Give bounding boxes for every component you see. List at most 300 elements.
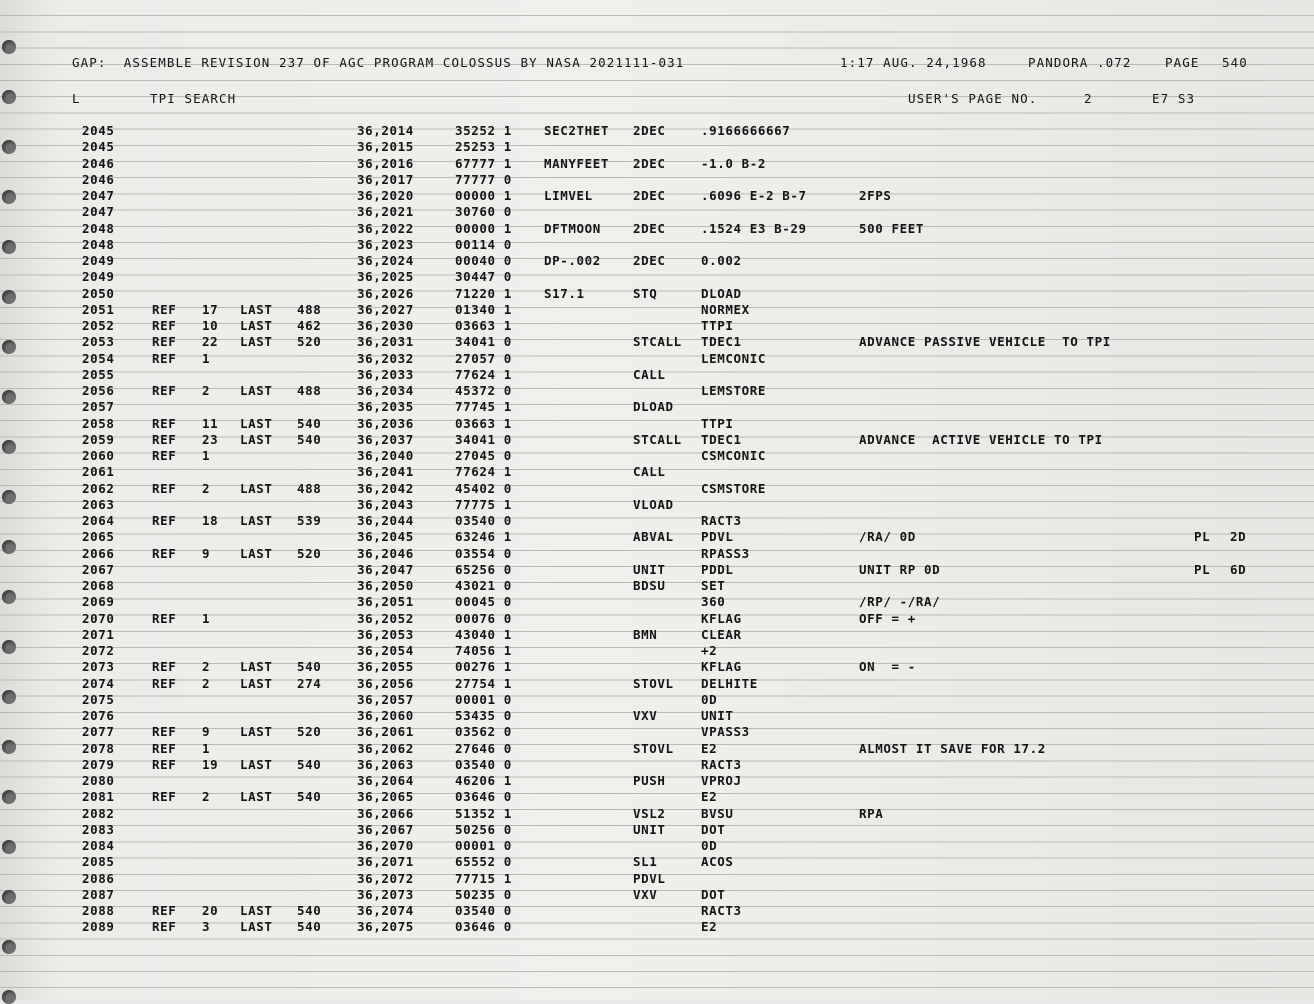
memory-address: 36,2042 — [357, 480, 414, 496]
octal-word: 00045 0 — [455, 594, 512, 610]
ref-count: 17 — [202, 301, 219, 317]
symbol-label: DP-.002 — [544, 253, 601, 268]
octal-word: 65552 0 — [455, 854, 512, 870]
listing-row — [0, 919, 1314, 935]
line-number: 2089 — [82, 919, 115, 935]
memory-address: 36,2025 — [357, 269, 414, 285]
listing-row — [0, 854, 1314, 870]
operand: CSMCONIC — [701, 448, 767, 463]
listing-row — [0, 676, 1314, 692]
octal-word: 00040 0 — [455, 253, 512, 268]
memory-address: 36,2035 — [357, 399, 414, 415]
comment: OFF = + — [859, 610, 916, 626]
opcode: VXV — [633, 886, 658, 902]
ref-count: 1 — [202, 610, 211, 626]
last-page: 520 — [297, 334, 322, 350]
comment: ON = - — [859, 659, 916, 675]
comment: 500 FEET — [859, 220, 925, 236]
octal-word: 27754 1 — [455, 675, 512, 691]
ref-keyword: REF — [152, 610, 177, 626]
line-number: 2074 — [82, 675, 115, 691]
symbol-label: LIMVEL — [544, 188, 593, 203]
octal-word: 65256 0 — [455, 561, 512, 577]
ref-keyword: REF — [152, 480, 177, 496]
operand: LEMSTORE — [701, 383, 767, 398]
ref-count: 9 — [202, 724, 211, 740]
ref-keyword: REF — [152, 431, 177, 447]
last-keyword: LAST — [240, 513, 273, 528]
line-number: 2058 — [82, 415, 115, 431]
page-header-line-1 — [0, 55, 1314, 71]
memory-address: 36,2047 — [357, 561, 414, 577]
listing-row — [0, 838, 1314, 854]
opcode: 2DEC — [633, 155, 666, 171]
line-number: 2053 — [82, 334, 115, 350]
octal-word: 43021 0 — [455, 578, 512, 593]
memory-address: 36,2044 — [357, 513, 414, 528]
operand: -1.0 B-2 — [701, 155, 767, 171]
octal-word: 77624 1 — [455, 464, 512, 480]
line-number: 2064 — [82, 513, 115, 528]
opcode: PUSH — [633, 773, 666, 788]
ref-count: 2 — [202, 480, 211, 496]
line-number: 2068 — [82, 578, 115, 593]
memory-address: 36,2074 — [357, 903, 414, 918]
line-number: 2045 — [82, 139, 115, 155]
line-number: 2059 — [82, 431, 115, 447]
octal-word: 43040 1 — [455, 626, 512, 642]
operand: KFLAG — [701, 659, 742, 675]
operand: DOT — [701, 886, 726, 902]
operand: RACT3 — [701, 513, 742, 528]
octal-word: 71220 1 — [455, 285, 512, 301]
last-keyword: LAST — [240, 756, 273, 772]
line-number: 2077 — [82, 724, 115, 740]
ref-keyword: REF — [152, 513, 177, 528]
memory-address: 36,2065 — [357, 789, 414, 805]
memory-address: 36,2030 — [357, 318, 414, 333]
opcode: DLOAD — [633, 399, 674, 415]
line-number: 2056 — [82, 383, 115, 398]
operand: PDDL — [701, 561, 734, 577]
memory-address: 36,2051 — [357, 594, 414, 610]
listing-row — [0, 172, 1314, 188]
push-list-value: 6D — [1230, 561, 1247, 577]
last-page: 274 — [297, 675, 322, 691]
operand: DELHITE — [701, 675, 758, 691]
octal-word: 01340 1 — [455, 301, 512, 317]
ref-keyword: REF — [152, 724, 177, 740]
opcode: VXV — [633, 708, 658, 723]
push-list-marker: PL — [1194, 561, 1211, 577]
operand: LEMCONIC — [701, 350, 767, 366]
listing-row — [0, 643, 1314, 659]
listing-row — [0, 221, 1314, 237]
line-number: 2086 — [82, 870, 115, 886]
symbol-label: DFTMOON — [544, 220, 601, 236]
listing-row — [0, 659, 1314, 675]
listing-row — [0, 367, 1314, 383]
opcode: 2DEC — [633, 123, 666, 138]
operand: UNIT — [701, 708, 734, 723]
operand: DOT — [701, 821, 726, 837]
listing-row — [0, 334, 1314, 350]
octal-word: 30447 0 — [455, 269, 512, 285]
listing-row — [0, 871, 1314, 887]
memory-address: 36,2021 — [357, 204, 414, 220]
listing-row — [0, 432, 1314, 448]
ref-keyword: REF — [152, 903, 177, 918]
octal-word: 03646 0 — [455, 789, 512, 805]
listing-row — [0, 286, 1314, 302]
memory-address: 36,2056 — [357, 675, 414, 691]
listing-row — [0, 806, 1314, 822]
listing-row — [0, 578, 1314, 594]
memory-address: 36,2015 — [357, 139, 414, 155]
ref-keyword: REF — [152, 448, 177, 463]
listing-row — [0, 497, 1314, 513]
memory-address: 36,2071 — [357, 854, 414, 870]
octal-word: 03540 0 — [455, 903, 512, 918]
last-page: 540 — [297, 431, 322, 447]
last-page: 488 — [297, 480, 322, 496]
memory-address: 36,2067 — [357, 821, 414, 837]
line-number: 2076 — [82, 708, 115, 723]
octal-word: 03646 0 — [455, 919, 512, 935]
line-number: 2078 — [82, 740, 115, 756]
octal-word: 00114 0 — [455, 236, 512, 252]
opcode: 2DEC — [633, 220, 666, 236]
listing-row — [0, 741, 1314, 757]
memory-address: 36,2033 — [357, 366, 414, 382]
memory-address: 36,2050 — [357, 578, 414, 593]
operand: TTPI — [701, 318, 734, 333]
listing-row — [0, 529, 1314, 545]
last-keyword: LAST — [240, 659, 273, 675]
ref-count: 23 — [202, 431, 219, 447]
ref-keyword: REF — [152, 301, 177, 317]
memory-address: 36,2023 — [357, 236, 414, 252]
listing-row — [0, 887, 1314, 903]
ref-count: 22 — [202, 334, 219, 350]
octal-word: 27045 0 — [455, 448, 512, 463]
ref-count: 2 — [202, 789, 211, 805]
listing-row — [0, 757, 1314, 773]
octal-word: 03540 0 — [455, 756, 512, 772]
memory-address: 36,2017 — [357, 171, 414, 187]
line-number: 2066 — [82, 545, 115, 561]
ref-count: 18 — [202, 513, 219, 528]
assembly-banner: GAP: ASSEMBLE REVISION 237 OF AGC PROGRAM COLOSSUS BY NASA 2021111-031 — [72, 55, 685, 70]
operand: TDEC1 — [701, 334, 742, 350]
line-number: 2085 — [82, 854, 115, 870]
opcode: ABVAL — [633, 529, 674, 545]
octal-word: 00076 0 — [455, 610, 512, 626]
last-keyword: LAST — [240, 383, 273, 398]
ref-keyword: REF — [152, 756, 177, 772]
operand: PDVL — [701, 529, 734, 545]
ref-count: 20 — [202, 903, 219, 918]
last-keyword: LAST — [240, 431, 273, 447]
memory-address: 36,2043 — [357, 496, 414, 512]
line-number: 2047 — [82, 204, 115, 220]
octal-word: 50256 0 — [455, 821, 512, 837]
last-page: 462 — [297, 318, 322, 333]
operand: CSMSTORE — [701, 480, 767, 496]
comment: /RP/ -/RA/ — [859, 594, 941, 610]
last-page: 488 — [297, 383, 322, 398]
memory-address: 36,2075 — [357, 919, 414, 935]
print-timestamp: 1:17 AUG. 24,1968 — [840, 55, 987, 70]
line-number: 2082 — [82, 805, 115, 821]
memory-address: 36,2062 — [357, 740, 414, 756]
operand: E2 — [701, 789, 718, 805]
last-keyword: LAST — [240, 919, 273, 935]
memory-address: 36,2014 — [357, 123, 414, 138]
line-number: 2063 — [82, 496, 115, 512]
line-number: 2072 — [82, 643, 115, 658]
octal-word: 30760 0 — [455, 204, 512, 220]
memory-address: 36,2064 — [357, 773, 414, 788]
listing-row — [0, 302, 1314, 318]
octal-word: 00000 1 — [455, 188, 512, 203]
line-number: 2055 — [82, 366, 115, 382]
line-number: 2051 — [82, 301, 115, 317]
line-number: 2075 — [82, 691, 115, 707]
line-number: 2047 — [82, 188, 115, 203]
memory-address: 36,2053 — [357, 626, 414, 642]
section-title: TPI SEARCH — [150, 91, 237, 106]
line-number: 2050 — [82, 285, 115, 301]
line-number: 2048 — [82, 236, 115, 252]
memory-address: 36,2026 — [357, 285, 414, 301]
memory-address: 36,2034 — [357, 383, 414, 398]
operand: TDEC1 — [701, 431, 742, 447]
operand: .9166666667 — [701, 123, 791, 138]
listing-row — [0, 822, 1314, 838]
line-number: 2079 — [82, 756, 115, 772]
last-page: 520 — [297, 545, 322, 561]
ref-count: 19 — [202, 756, 219, 772]
memory-address: 36,2020 — [357, 188, 414, 203]
octal-word: 53435 0 — [455, 708, 512, 723]
line-number: 2045 — [82, 123, 115, 138]
line-number: 2061 — [82, 464, 115, 480]
memory-address: 36,2024 — [357, 253, 414, 268]
comment: RPA — [859, 805, 884, 821]
line-number: 2073 — [82, 659, 115, 675]
opcode: CALL — [633, 464, 666, 480]
memory-address: 36,2016 — [357, 155, 414, 171]
opcode: VSL2 — [633, 805, 666, 821]
listing-row — [0, 448, 1314, 464]
octal-word: 27057 0 — [455, 350, 512, 366]
listing-row — [0, 464, 1314, 480]
symbol-label: MANYFEET — [544, 155, 610, 171]
last-keyword: LAST — [240, 675, 273, 691]
line-number: 2071 — [82, 626, 115, 642]
page-label: PAGE — [1165, 55, 1200, 70]
line-number: 2046 — [82, 171, 115, 187]
operand: .6096 E-2 B-7 — [701, 188, 807, 203]
listing-row — [0, 123, 1314, 139]
memory-address: 36,2040 — [357, 448, 414, 463]
users-page-label: USER'S PAGE NO. — [908, 91, 1038, 106]
operand: SET — [701, 578, 726, 593]
operand: BVSU — [701, 805, 734, 821]
ref-count: 2 — [202, 675, 211, 691]
line-number: 2080 — [82, 773, 115, 788]
page-header-line-2 — [0, 91, 1314, 107]
comment: 2FPS — [859, 188, 892, 203]
octal-word: 77624 1 — [455, 366, 512, 382]
operand: E2 — [701, 919, 718, 935]
listing-row — [0, 562, 1314, 578]
opcode: BDSU — [633, 578, 666, 593]
users-page-number: 2 — [1084, 91, 1093, 106]
ref-count: 11 — [202, 415, 219, 431]
memory-address: 36,2031 — [357, 334, 414, 350]
memory-address: 36,2022 — [357, 220, 414, 236]
ref-count: 1 — [202, 350, 211, 366]
line-number: 2067 — [82, 561, 115, 577]
ref-count: 2 — [202, 383, 211, 398]
listing-row — [0, 204, 1314, 220]
last-keyword: LAST — [240, 301, 273, 317]
operand: .1524 E3 B-29 — [701, 220, 807, 236]
octal-word: 46206 1 — [455, 773, 512, 788]
line-number: 2062 — [82, 480, 115, 496]
last-page: 540 — [297, 919, 322, 935]
octal-word: 00001 0 — [455, 691, 512, 707]
operand: ACOS — [701, 854, 734, 870]
operand: DLOAD — [701, 285, 742, 301]
memory-address: 36,2070 — [357, 838, 414, 853]
memory-address: 36,2054 — [357, 643, 414, 658]
listing-row — [0, 594, 1314, 610]
listing-row — [0, 692, 1314, 708]
line-number: 2081 — [82, 789, 115, 805]
site-id: PANDORA .072 — [1028, 55, 1132, 70]
octal-word: 77777 0 — [455, 171, 512, 187]
listing-row — [0, 416, 1314, 432]
listing-row — [0, 383, 1314, 399]
push-list-value: 2D — [1230, 529, 1247, 545]
last-page: 488 — [297, 301, 322, 317]
listing-row — [0, 724, 1314, 740]
operand: +2 — [701, 643, 718, 658]
section-code: E7 S3 — [1152, 91, 1196, 106]
octal-word: 63246 1 — [455, 529, 512, 545]
listing-row — [0, 188, 1314, 204]
listing-row — [0, 269, 1314, 285]
listing-row — [0, 237, 1314, 253]
opcode: BMN — [633, 626, 658, 642]
opcode: 2DEC — [633, 188, 666, 203]
octal-word: 77745 1 — [455, 399, 512, 415]
symbol-label: SEC2THET — [544, 123, 610, 138]
octal-word: 34041 0 — [455, 334, 512, 350]
listing-row — [0, 139, 1314, 155]
line-number: 2070 — [82, 610, 115, 626]
ref-count: 3 — [202, 919, 211, 935]
line-number: 2060 — [82, 448, 115, 463]
listing-row — [0, 513, 1314, 529]
comment: ALMOST IT SAVE FOR 17.2 — [859, 740, 1046, 756]
memory-address: 36,2060 — [357, 708, 414, 723]
operand: NORMEX — [701, 301, 750, 317]
opcode: UNIT — [633, 561, 666, 577]
opcode: UNIT — [633, 821, 666, 837]
opcode: CALL — [633, 366, 666, 382]
last-keyword: LAST — [240, 545, 273, 561]
listing-row — [0, 903, 1314, 919]
operand: RACT3 — [701, 903, 742, 918]
octal-word: 03663 1 — [455, 415, 512, 431]
octal-word: 00001 0 — [455, 838, 512, 853]
ref-keyword: REF — [152, 545, 177, 561]
ref-count: 10 — [202, 318, 219, 333]
listing-row — [0, 789, 1314, 805]
listing-row — [0, 481, 1314, 497]
line-number: 2049 — [82, 269, 115, 285]
last-page: 540 — [297, 659, 322, 675]
line-number: 2088 — [82, 903, 115, 918]
memory-address: 36,2037 — [357, 431, 414, 447]
ref-keyword: REF — [152, 415, 177, 431]
opcode: STCALL — [633, 334, 682, 350]
memory-address: 36,2036 — [357, 415, 414, 431]
operand: 360 — [701, 594, 726, 610]
ref-count: 2 — [202, 659, 211, 675]
octal-word: 35252 1 — [455, 123, 512, 138]
operand: KFLAG — [701, 610, 742, 626]
line-number: 2057 — [82, 399, 115, 415]
line-number: 2046 — [82, 155, 115, 171]
line-number: 2065 — [82, 529, 115, 545]
line-number: 2048 — [82, 220, 115, 236]
octal-word: 77775 1 — [455, 496, 512, 512]
opcode: SL1 — [633, 854, 658, 870]
octal-word: 34041 0 — [455, 431, 512, 447]
octal-word: 03663 1 — [455, 318, 512, 333]
memory-address: 36,2046 — [357, 545, 414, 561]
operand: VPROJ — [701, 773, 742, 788]
octal-word: 25253 1 — [455, 139, 512, 155]
last-keyword: LAST — [240, 903, 273, 918]
listing-row — [0, 773, 1314, 789]
listing-row — [0, 611, 1314, 627]
opcode: PDVL — [633, 870, 666, 886]
last-keyword: LAST — [240, 789, 273, 805]
octal-word: 00276 1 — [455, 659, 512, 675]
octal-word: 51352 1 — [455, 805, 512, 821]
memory-address: 36,2032 — [357, 350, 414, 366]
memory-address: 36,2052 — [357, 610, 414, 626]
memory-address: 36,2063 — [357, 756, 414, 772]
operand: RPASS3 — [701, 545, 750, 561]
comment: ADVANCE ACTIVE VEHICLE TO TPI — [859, 431, 1103, 447]
last-page: 540 — [297, 415, 322, 431]
listing-row — [0, 708, 1314, 724]
last-page: 540 — [297, 789, 322, 805]
ref-keyword: REF — [152, 318, 177, 333]
feed-hole — [2, 990, 16, 1004]
opcode: 2DEC — [633, 253, 666, 268]
line-number: 2087 — [82, 886, 115, 902]
ref-keyword: REF — [152, 350, 177, 366]
octal-word: 27646 0 — [455, 740, 512, 756]
